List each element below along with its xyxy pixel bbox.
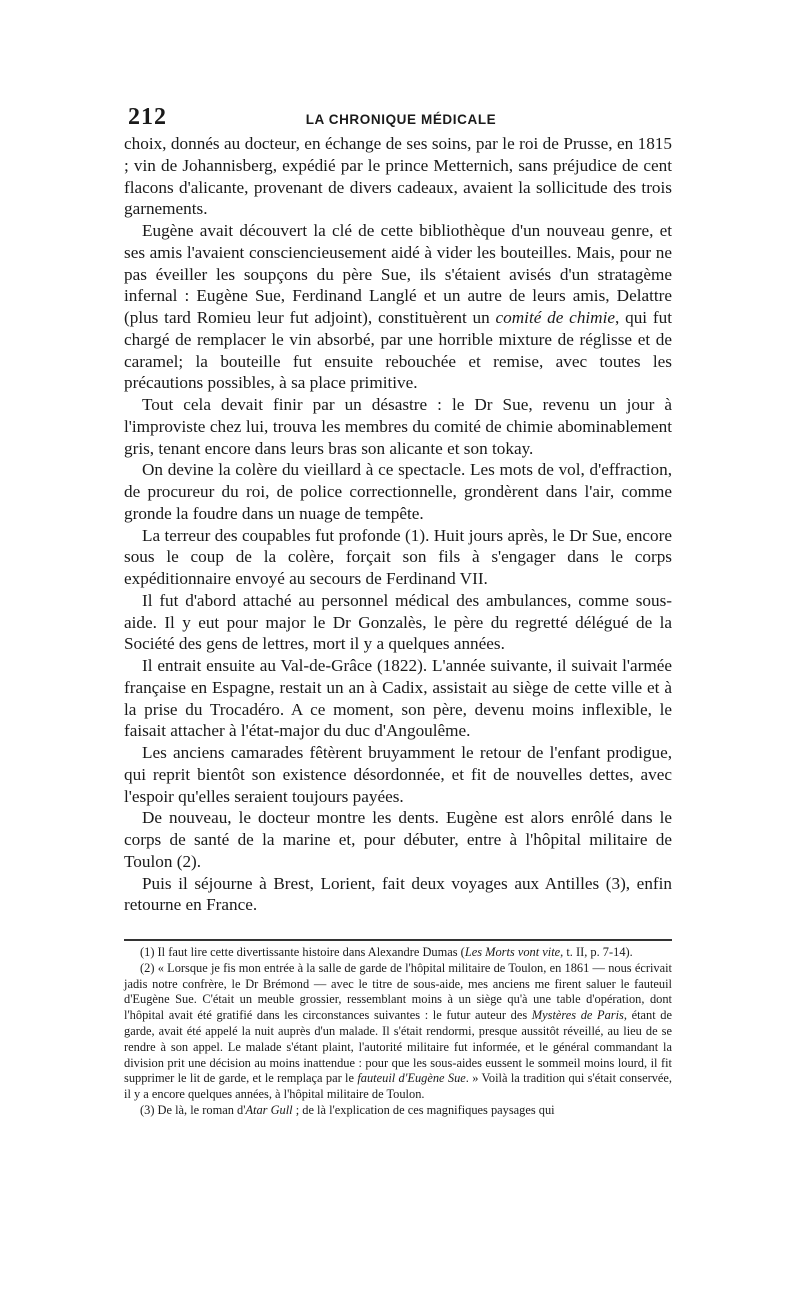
emphasis: comité de chimie: [495, 308, 616, 327]
paragraph: Puis il séjourne à Brest, Lorient, fait deux voyages aux Antilles (3), enfin retourne en France.: [124, 873, 672, 915]
emphasis: fauteuil d'Eugène Sue: [357, 1071, 466, 1086]
body-text: [124, 133, 672, 916]
footnotes: [124, 945, 672, 1119]
footnote-2: (2) « Lorsque je fis mon entrée à la salle de garde de l'hôpital militaire de Toulon, en 1861 — nous écrivait jadis notre confrère, le Dr Brémond — avec le titre de sous-aide, mes anciens me firent saluer le fauteuil d'Eugène Sue. C'était un meuble grossier, ressemblant moins à un siège qu'à une table d'opération, dont l'hôpital avait été gratifié dans les circonstances suivantes : le futur auteur des Mystères de Paris, étant de garde, avait été appelé la nuit auprès d'un malade. Il s'était rendormi, presque aussitôt réveillé, au lieu de se rendre à son appel. Le malade s'étant plaint, l'autorité militaire fut informée, et le général commandant la division prit une décision au moins inattendue : pour que les sous-aides eussent le sommeil moins lourd, il fit supprimer le lit de garde, et le remplaça par le fauteuil d'Eugène Sue. » Voilà la tradition qui s'était conservée, il y a encore quelques années, à l'hôpital militaire de Toulon.: [124, 960, 672, 1102]
paragraph: La terreur des coupables fut profonde (1). Huit jours après, le Dr Sue, encore sous le coup de la colère, forçait son fils à s'engager dans le corps expéditionnaire envoyé au secours de Ferdinand VII.: [124, 525, 672, 588]
paragraph: Les anciens camarades fêtèrent bruyamment le retour de l'enfant prodigue, qui reprit bientôt son existence désordonnée, et fit de nouvelles dettes, avec l'espoir qu'elles seraient toujours payées.: [124, 743, 672, 806]
footnote-3: (3) De là, le roman d'Atar Gull ; de là l'explication de ces magnifiques paysages qui: [140, 1102, 555, 1117]
paragraph: choix, donnés au docteur, en échange de ses soins, par le roi de Prusse, en 1815 ; vin de Johannisberg, expédié par le prince Metternich, sans préjudice de cent flacons d'alicante, provenant de divers cadeaux, avaient la sollicitude des trois garnements.: [124, 134, 672, 219]
emphasis: Les Morts vont vite: [464, 945, 561, 959]
emphasis: Atar Gull: [245, 1102, 293, 1117]
running-title: LA CHRONIQUE MÉDICALE: [305, 112, 497, 127]
paragraph: Eugène avait découvert la clé de cette bibliothèque d'un nouveau genre, et ses amis l'avaient consciencieusement aidé à vider les bouteilles. Mais, pour ne pas éveiller les soupçons du père Sue, ils s'étaient avisés d'un stratagème infernal : Eugène Sue, Ferdinand Langlé et un autre de leurs amis, Delattre (plus tard Romieu leur fut adjoint), constituèrent un comité de chimie, qui fut chargé de remplacer le vin absorbé, par une horrible mixture de réglisse et de caramel; la bouteille fut ensuite rebouchée et remise, avec toutes les précautions possibles, à sa place primitive.: [124, 221, 672, 393]
footnote-divider: [124, 939, 672, 941]
footnote-1: (1) Il faut lire cette divertissante histoire dans Alexandre Dumas (Les Morts vont vite, t. II, p. 7-14).: [140, 945, 633, 959]
page-number: 212: [128, 104, 167, 130]
page-header: [128, 104, 674, 134]
paragraph: Il entrait ensuite au Val-de-Grâce (1822). L'année suivante, il suivait l'armée française en Espagne, restait un an à Cadix, assistait au siège de cette ville et à la prise du Trocadéro. A ce moment, son père, devenu moins inflexible, le faisait attacher à l'état-major du duc d'Angoulême.: [124, 656, 672, 741]
paragraph: De nouveau, le docteur montre les dents. Eugène est alors enrôlé dans le corps de santé de la marine et, pour débuter, entre à l'hôpital militaire de Toulon (2).: [124, 808, 672, 871]
paragraph: Tout cela devait finir par un désastre : le Dr Sue, revenu un jour à l'improviste chez lui, trouva les membres du comité de chimie abominablement gris, tenant encore dans leurs bras son alicante et son tokay.: [124, 395, 672, 458]
paragraph: Il fut d'abord attaché au personnel médical des ambulances, comme sous-aide. Il y eut pour major le Dr Gonzalès, le père du regretté délégué de la Société des gens de lettres, mort il y a quelques années.: [124, 590, 672, 654]
paragraph: On devine la colère du vieillard à ce spectacle. Les mots de vol, d'effraction, de procureur du roi, de police correctionnelle, grondèrent dans l'air, comme gronde la foudre dans un nuage de tempête.: [124, 460, 672, 523]
emphasis: Mystères de Paris: [531, 1008, 624, 1023]
